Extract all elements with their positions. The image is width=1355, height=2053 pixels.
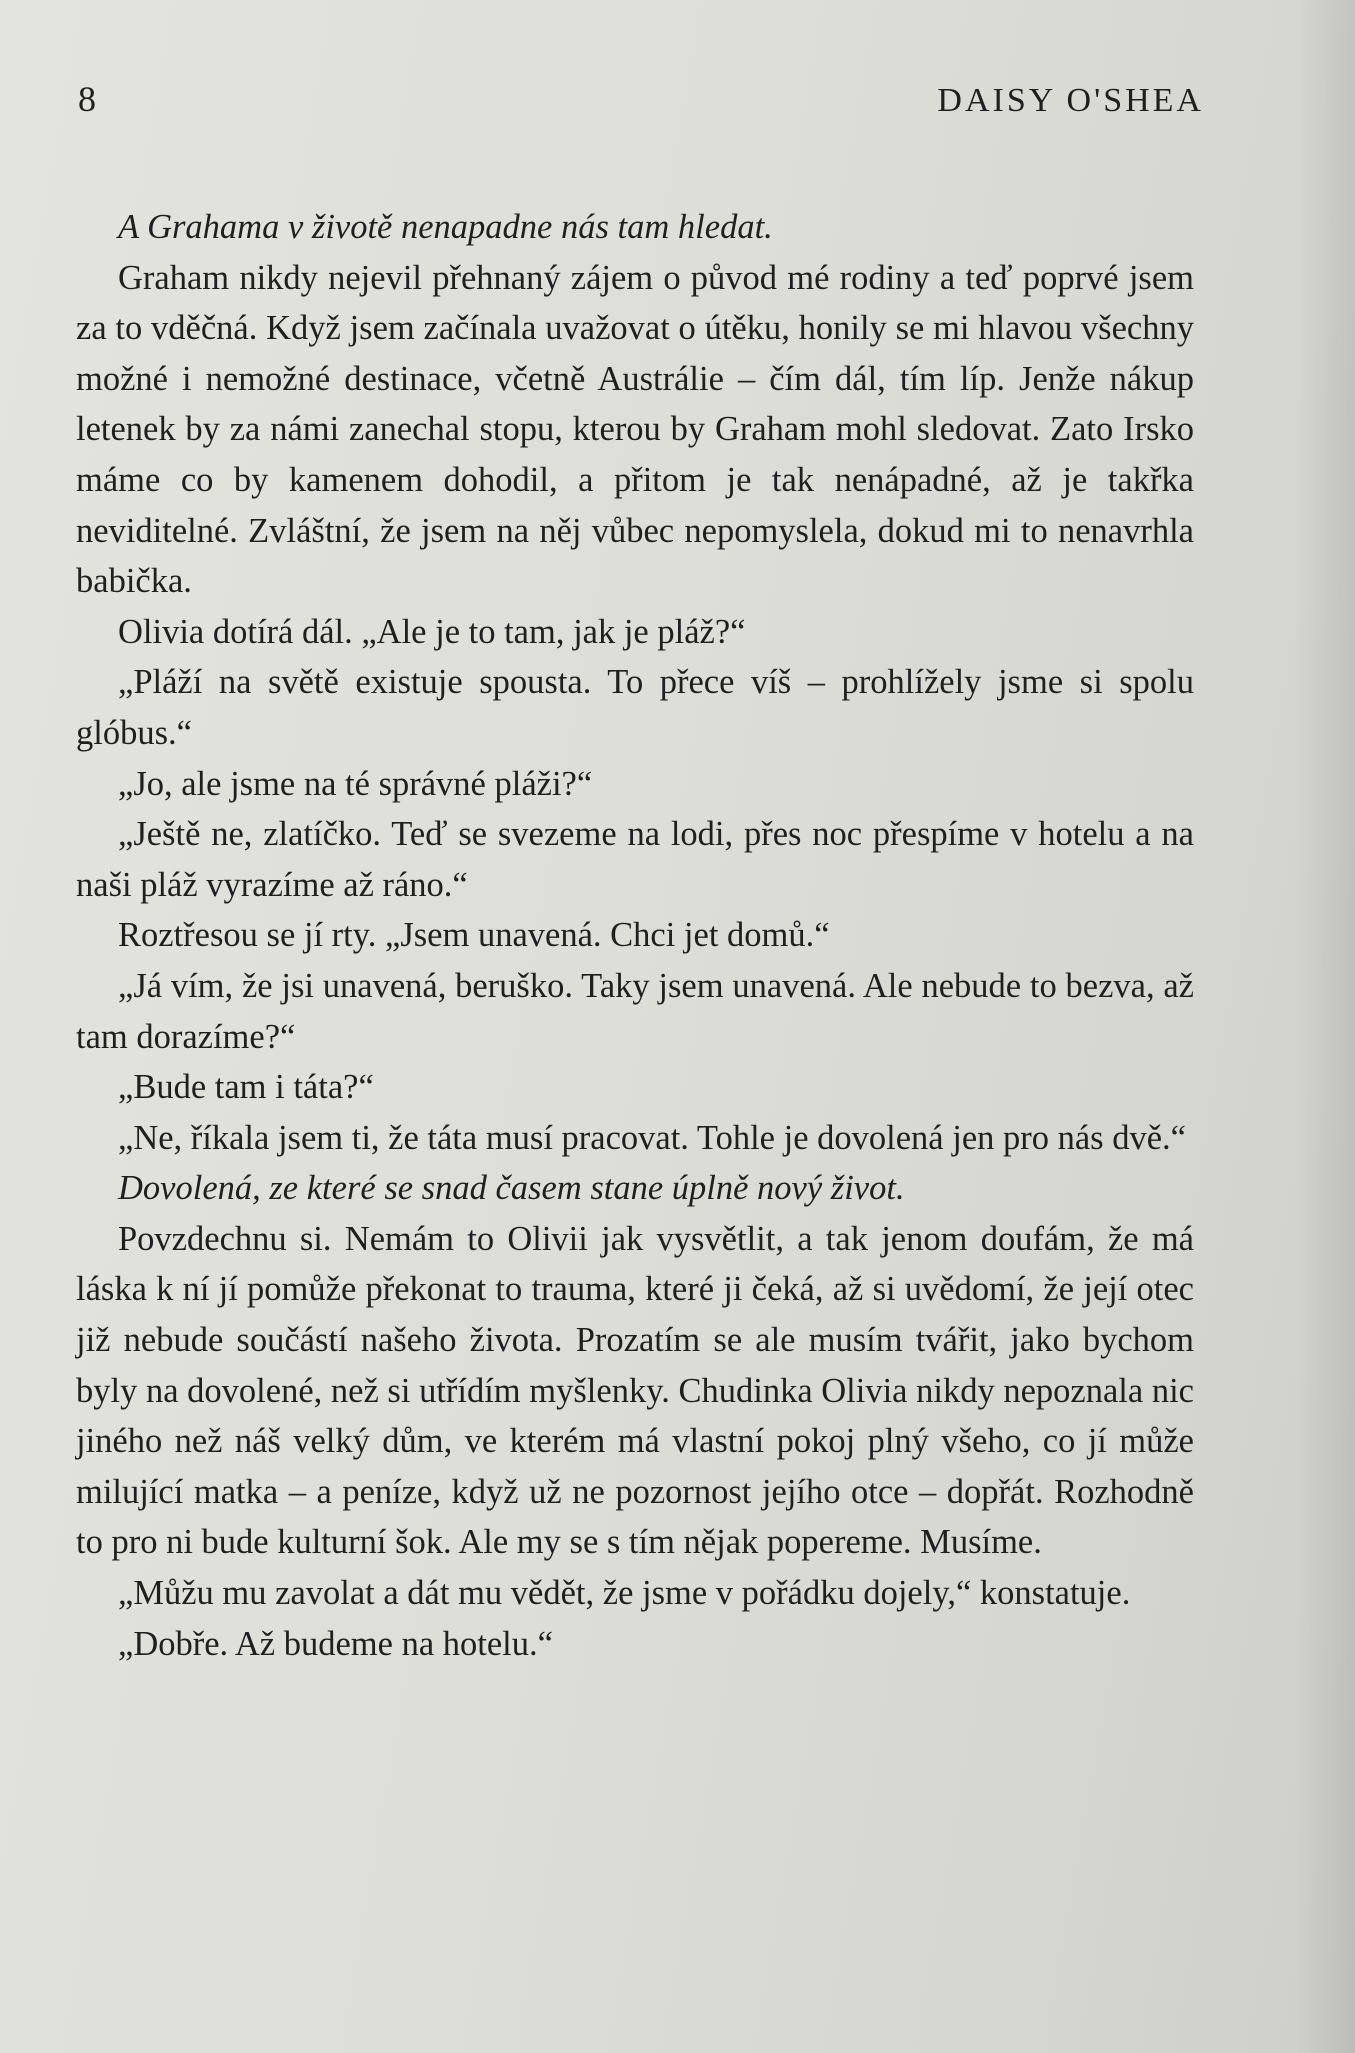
paragraph: Graham nikdy nejevil přehnaný zájem o původ mé rodiny a teď poprvé jsem za to vděčná. Když jsem začínala uvažovat o útěku, honily se mi hlavou všechny možné i nemožné destinace, včetně Austrálie – čím dál, tím líp. Jenže nákup letenek by za námi zanechal stopu, kterou by Graham mohl sledovat. Zato Irsko máme co by kamenem dohodil, a přitom je tak nenápadné, až je takřka neviditelné. Zvláštní, že jsem na něj vůbec nepomyslela, dokud mi to nenavrhla babička. [76,258,1194,601]
page-number: 8 [78,79,97,119]
running-head-author: DAISY O'SHEA [937,82,1204,119]
paragraph: Dovolená, ze které se snad časem stane úplně nový život. [118,1169,905,1208]
paragraph: „Můžu mu zavolat a dát mu vědět, že jsme v pořádku dojely,“ konstatuje. [118,1574,1131,1613]
paragraph: „Ještě ne, zlatíčko. Teď se svezeme na lodi, přes noc přespíme v hotelu a na naši pláž vyrazíme až ráno.“ [76,815,1194,904]
paragraph: „Dobře. Až budeme na hotelu.“ [118,1624,553,1663]
page-edge-shadow [1295,0,1355,2053]
paragraph: Povzdechnu si. Nemám to Olivii jak vysvětlit, a tak jenom doufám, že má láska k ní jí pomůže překonat to trauma, které ji čeká, až si uvědomí, že její otec již nebude součástí našeho života. Prozatím se ale musím tvářit, jako bychom byly na dovolené, než si utřídím myšlenky. Chudinka Olivia nikdy nepoznala nic jiného než náš velký dům, ve kterém má vlastní pokoj plný všeho, co jí může milující matka – a peníze, když už ne pozornost jejího otce – dopřát. Rozhodně to pro ni bude kulturní šok. Ale my se s tím nějak popereme. Musíme. [76,1219,1194,1562]
body-text [76,202,1194,1669]
paragraph: „Jo, ale jsme na té správné pláži?“ [118,764,593,803]
paragraph: „Bude tam i táta?“ [118,1068,374,1107]
paragraph: Olivia dotírá dál. „Ale je to tam, jak je pláž?“ [118,612,746,651]
paragraph: „Ne, říkala jsem ti, že táta musí pracovat. Tohle je dovolená jen pro nás dvě.“ [118,1118,1186,1157]
paragraph: „Já vím, že jsi unavená, beruško. Taky jsem unavená. Ale nebude to bezva, až tam dorazíme?“ [76,966,1194,1056]
paragraph: „Pláží na světě existuje spousta. To přece víš – prohlížely jsme si spolu glóbus.“ [76,663,1194,752]
paragraph: A Grahama v životě nenapadne nás tam hledat. [118,208,773,246]
paragraph: Roztřesou se jí rty. „Jsem unavená. Chci jet domů.“ [118,916,830,955]
page-header [78,78,1204,128]
